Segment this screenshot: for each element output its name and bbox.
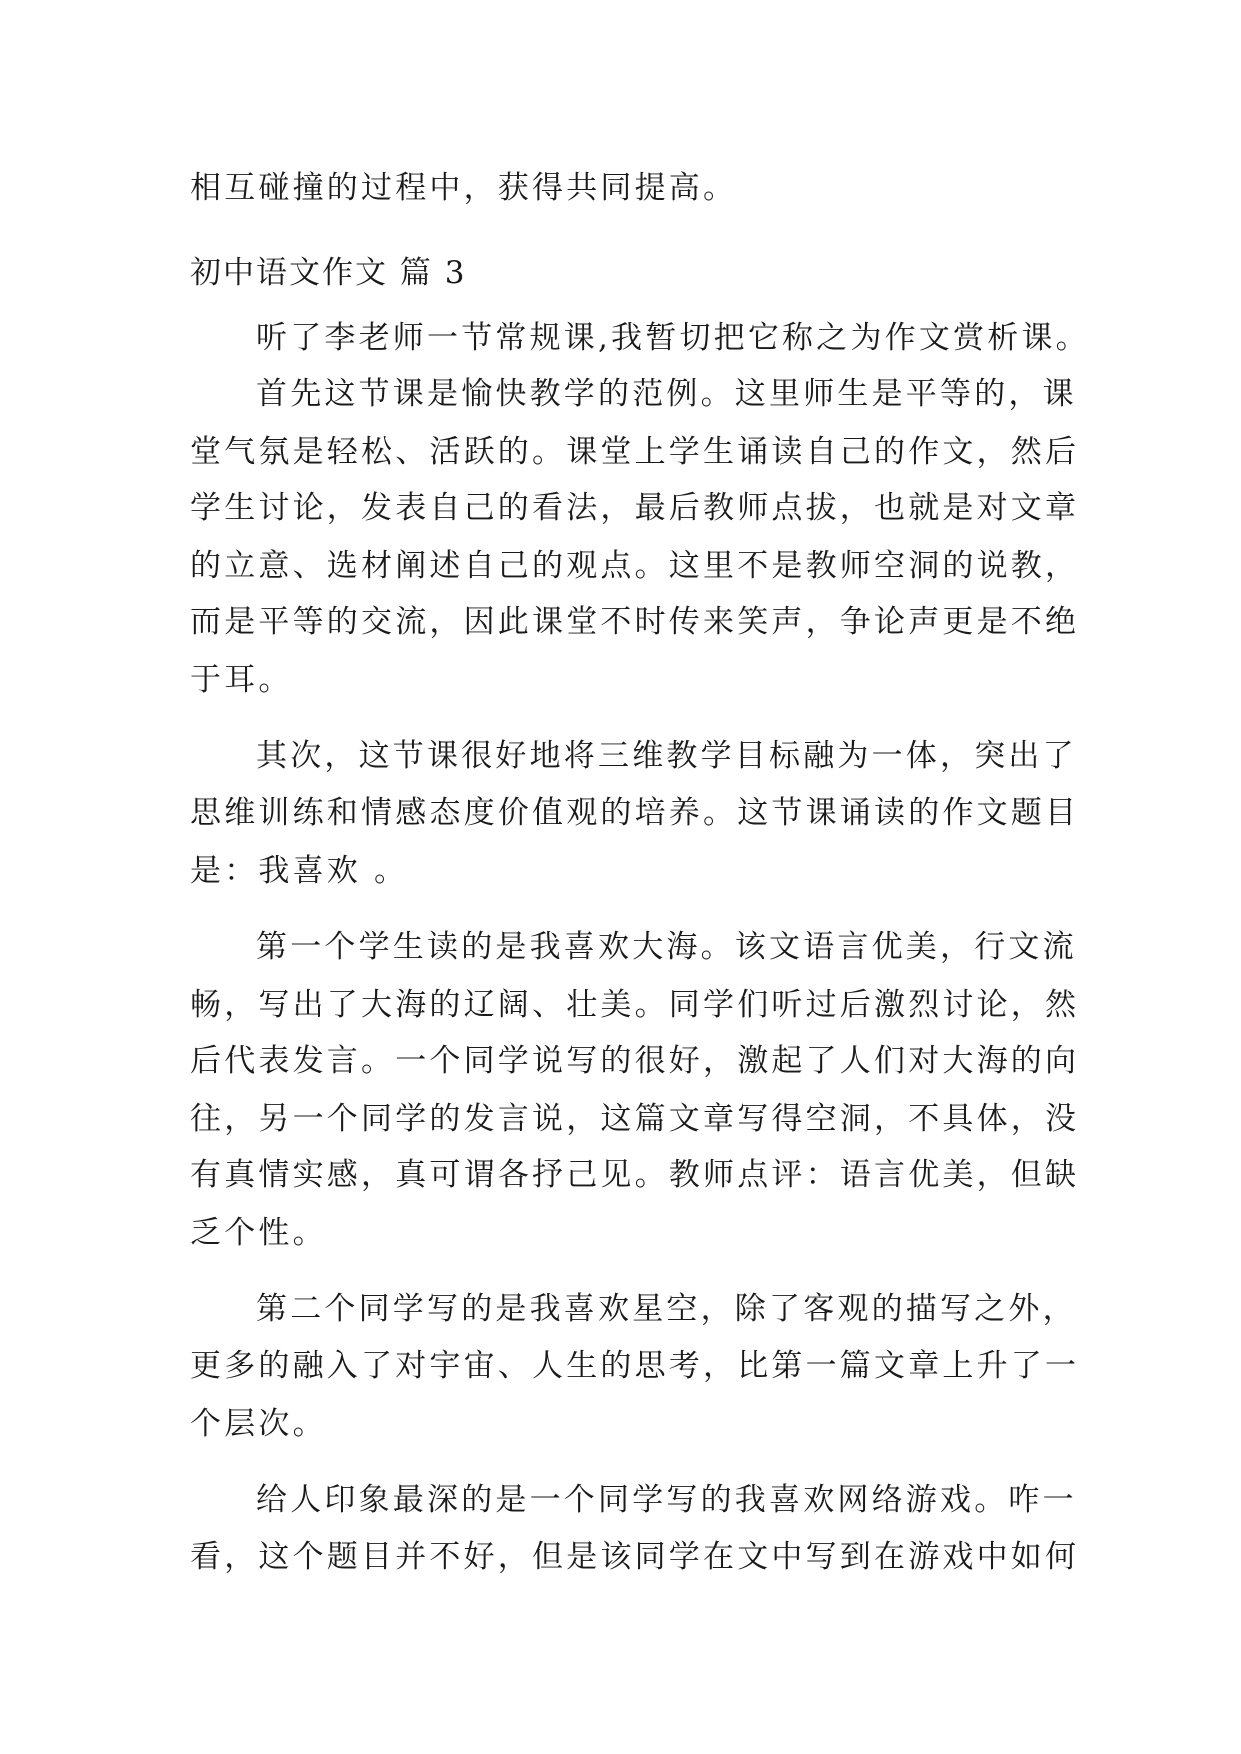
paragraph-line: 畅，写出了大海的辽阔、壮美。同学们听过后激烈讨论，然 [190,987,1080,1023]
paragraph-line: 看，这个题目并不好，但是该同学在文中写到在游戏中如何 [190,1539,1080,1575]
paragraph-line: 往，另一个同学的发言说，这篇文章写得空洞，不具体，没 [190,1101,1080,1137]
paragraph-line: 首先这节课是愉快教学的范例。这里师生是平等的，课 [256,376,1077,412]
paragraph-line: 是：我喜欢 。 [190,853,409,889]
paragraph-line: 学生讨论，发表自己的看法，最后教师点拔，也就是对文章 [190,490,1080,526]
paragraph-line: 第二个同学写的是我喜欢星空，除了客观的描写之外， [256,1291,1077,1327]
paragraph-line: 于耳。 [190,662,293,698]
paragraph-line: 听了李老师一节常规课,我暂切把它称之为作文赏析课。 [256,320,1090,356]
section-title: 初中语文作文 篇 3 [190,255,467,291]
paragraph-line: 的立意、选材阐述自己的观点。这里不是教师空洞的说教， [190,548,1080,584]
paragraph-line: 更多的融入了对宇宙、人生的思考，比第一篇文章上升了一 [190,1348,1080,1384]
paragraph-line: 其次，这节课很好地将三维教学目标融为一体，突出了 [256,738,1077,774]
paragraph-line: 乏个性。 [190,1215,327,1251]
continuation-line: 相互碰撞的过程中，获得共同提高。 [190,170,738,206]
paragraph-line: 而是平等的交流，因此课堂不时传来笑声，争论声更是不绝 [190,604,1080,640]
paragraph-line: 堂气氛是轻松、活跃的。课堂上学生诵读自己的作文，然后 [190,434,1080,470]
paragraph-line: 第一个学生读的是我喜欢大海。该文语言优美，行文流 [256,929,1077,965]
paragraph-line: 有真情实感，真可谓各抒己见。教师点评：语言优美，但缺 [190,1157,1080,1193]
paragraph-line: 后代表发言。一个同学说写的很好，激起了人们对大海的向 [190,1043,1080,1079]
paragraph-line: 个层次。 [190,1406,327,1442]
paragraph-line: 思维训练和情感态度价值观的培养。这节课诵读的作文题目 [190,795,1080,831]
paragraph-line: 给人印象最深的是一个同学写的我喜欢网络游戏。咋一 [256,1482,1077,1518]
